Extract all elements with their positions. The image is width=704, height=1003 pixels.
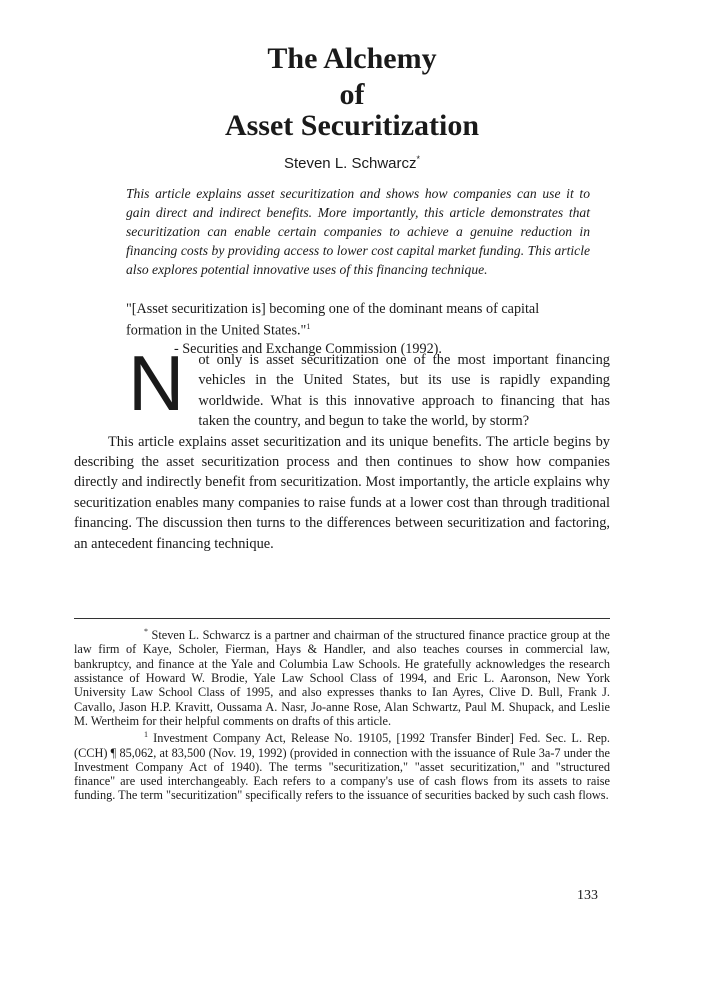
title-line-3: Asset Securitization: [224, 109, 480, 142]
footnotes: [74, 625, 610, 803]
drop-cap: N: [128, 339, 185, 427]
footnote-star-marker: *: [144, 627, 148, 636]
footnote-1-marker: 1: [144, 730, 148, 740]
author-footnote-marker: *: [416, 154, 421, 164]
body-paragraph-1-text: ot only is asset securitization one of the most important financing vehicles in the United States, but its use is rapidly expanding worldwide. What is this innovative approach to financing that has taken the country, and begun to take the world, by storm?: [198, 352, 610, 430]
author-name: Steven L. Schwarcz: [283, 155, 417, 172]
title-line-2: of: [339, 78, 365, 111]
epigraph-text: "[Asset securitization is] becoming one of the dominant means of capital formation in the United States.": [126, 301, 540, 339]
body-paragraph-2: This article explains asset securitization and its unique benefits. The article begins by describing the asset securitization process and then continues to show how companies directly and indirectly benefit from securitization. Most importantly, the article explains why securitization enables many companies to raise funds at a lower cost than through traditional financing. The discussion then turns to the differences between securitization and factoring, an antecedent financing technique.: [74, 433, 610, 552]
epigraph-footnote-ref: 1: [306, 322, 311, 331]
title-line-1: The Alchemy: [267, 42, 437, 75]
footnote-divider: [74, 618, 610, 619]
abstract: This article explains asset securitization and shows how companies can use it to gain direct and indirect benefits. More importantly, this article demonstrates that securitization can enable certain companies to achieve a genuine reduction in financing costs by providing access to lower cost capital market funding. This article also explores potential innovative uses of this financing technique.: [126, 186, 590, 277]
epigraph-source: - Securities and Exchange Commission (1992).: [174, 340, 442, 357]
footnote-1-text: Investment Company Act, Release No. 19105, [1992 Transfer Binder] Fed. Sec. L. Rep. (CCH) ¶ 85,062, at 83,500 (Nov. 19, 1992) (provided in connection with the issuance of Rule 3a-7 under the Investment Company Act of 1940). The terms "securitization," "asset securitization," and "structured finance" are used interchangeably. Each refers to a company's use of cash flows from its assets to raise funding. The term "securitization" specifically refers to the issuance of securities backed by such cash flows.: [74, 731, 610, 803]
footnote-1: [74, 728, 610, 803]
author-line: [0, 154, 704, 172]
page-number: 133: [577, 888, 598, 903]
footnote-star-text: Steven L. Schwarcz is a partner and chairman of the structured finance practice group at the law firm of Kaye, Scholer, Fierman, Hays & Handler, and also teaches courses in commercial law, bankruptcy, and finance at the Yale and Columbia Law Schools. He gratefully acknowledges the research assistance of Howard W. Brodie, Yale Law School Class of 1994, and Eric L. Aaronson, New York University Law School Class of 1995, and also expresses thanks to Ian Ayres, Clive D. Bull, Frank J. Cavallo, Jason H.P. Kravitt, Oussama A. Nasr, Jo-anne Rose, Alan Schwartz, Paul M. Shupack, and Leslie M. Wertheim for their helpful comments on drafts of this article.: [74, 628, 611, 728]
footnote-star: [74, 625, 610, 728]
